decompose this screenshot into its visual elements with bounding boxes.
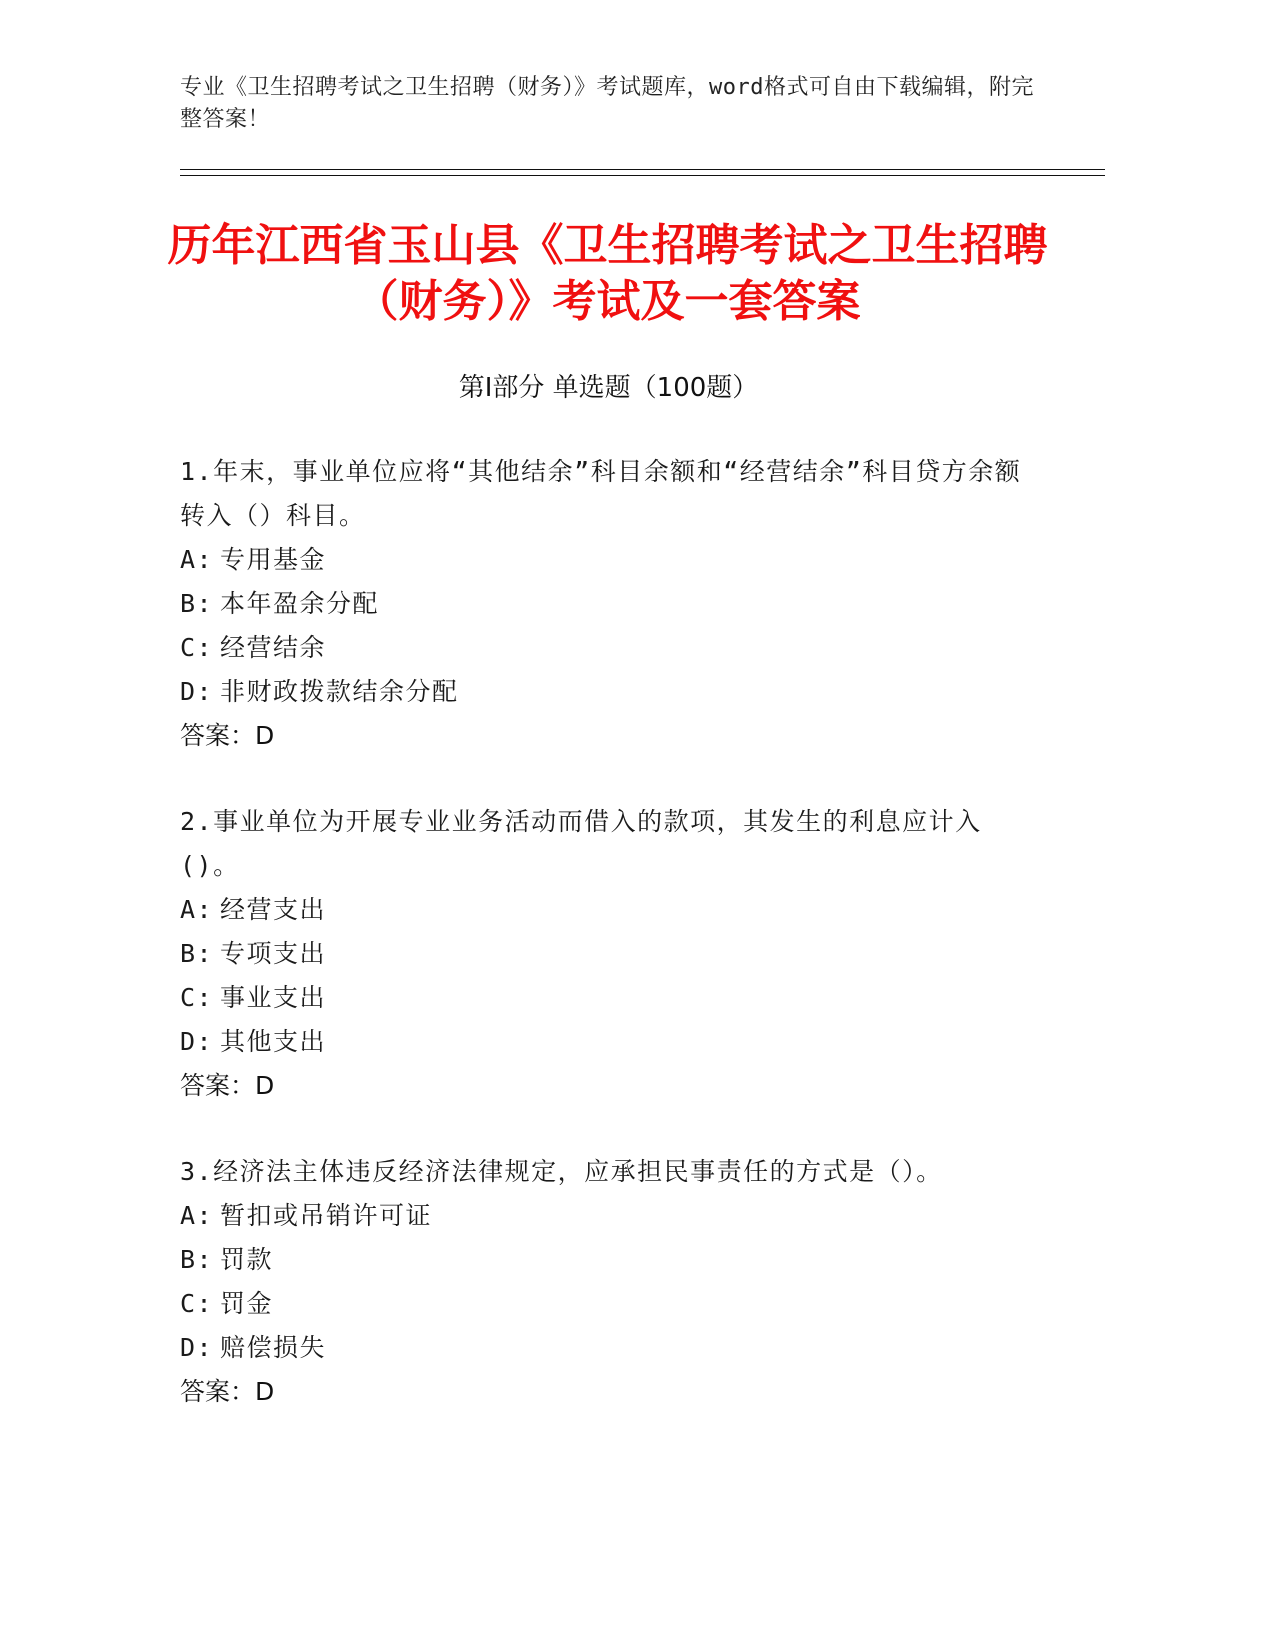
option-text: 专项支出 [220,939,327,968]
answer-value: D [255,1071,275,1100]
header-divider-top [180,169,1105,170]
option-b [180,932,1040,976]
option-text: 赔偿损失 [220,1333,327,1362]
section-title: 第Ⅰ部分 单选题（100题） [458,373,759,403]
option-text: 罚金 [220,1289,274,1318]
option-text: 经营支出 [220,895,327,924]
option-text: 本年盈余分配 [220,589,380,618]
answer-line [180,1370,1040,1414]
header-divider-bottom [180,175,1105,176]
question-item [180,450,1040,758]
option-letter: C: [180,1289,214,1318]
option-letter: C: [180,983,214,1012]
option-letter: D: [180,1333,214,1362]
question-stem: 1.年末，事业单位应将“其他结余”科目余额和“经营结余”科目贷方余额转入（）科目。 [180,457,1022,530]
option-text: 专用基金 [220,545,327,574]
option-c [180,1282,1040,1326]
option-letter: D: [180,677,214,706]
document-title: 历年江西省玉山县《卫生招聘考试之卫生招聘（财务）》考试及一套答案 [167,220,1048,327]
option-text: 其他支出 [220,1027,327,1056]
option-b [180,1238,1040,1282]
question-stem: 2.事业单位为开展专业业务活动而借入的款项，其发生的利息应计入()。 [180,807,982,880]
answer-value: D [255,721,275,750]
answer-prefix: 答案： [180,721,256,750]
option-d [180,670,1040,714]
option-a [180,538,1040,582]
answer-value: D [255,1377,275,1406]
question-list [180,450,1040,1456]
option-letter: D: [180,1027,214,1056]
option-d [180,1020,1040,1064]
question-stem: 3.经济法主体违反经济法律规定，应承担民事责任的方式是（）。 [180,1157,943,1186]
header-note: 专业《卫生招聘考试之卫生招聘（财务）》考试题库，word格式可自由下载编辑，附完整答案！ [180,75,1034,132]
option-letter: A: [180,1201,214,1230]
question-item [180,1150,1040,1414]
option-letter: B: [180,589,214,618]
option-letter: C: [180,633,214,662]
answer-line [180,1064,1040,1108]
option-text: 事业支出 [220,983,327,1012]
option-letter: B: [180,1245,214,1274]
option-c [180,626,1040,670]
option-text: 罚款 [220,1245,274,1274]
option-text: 经营结余 [220,633,327,662]
option-b [180,582,1040,626]
question-item [180,800,1040,1108]
answer-prefix: 答案： [180,1377,256,1406]
option-text: 暂扣或吊销许可证 [220,1201,433,1230]
option-letter: B: [180,939,214,968]
option-letter: A: [180,895,214,924]
option-c [180,976,1040,1020]
option-a [180,1194,1040,1238]
answer-prefix: 答案： [180,1071,256,1100]
option-d [180,1326,1040,1370]
option-letter: A: [180,545,214,574]
answer-line [180,714,1040,758]
option-a [180,888,1040,932]
option-text: 非财政拨款结余分配 [220,677,459,706]
